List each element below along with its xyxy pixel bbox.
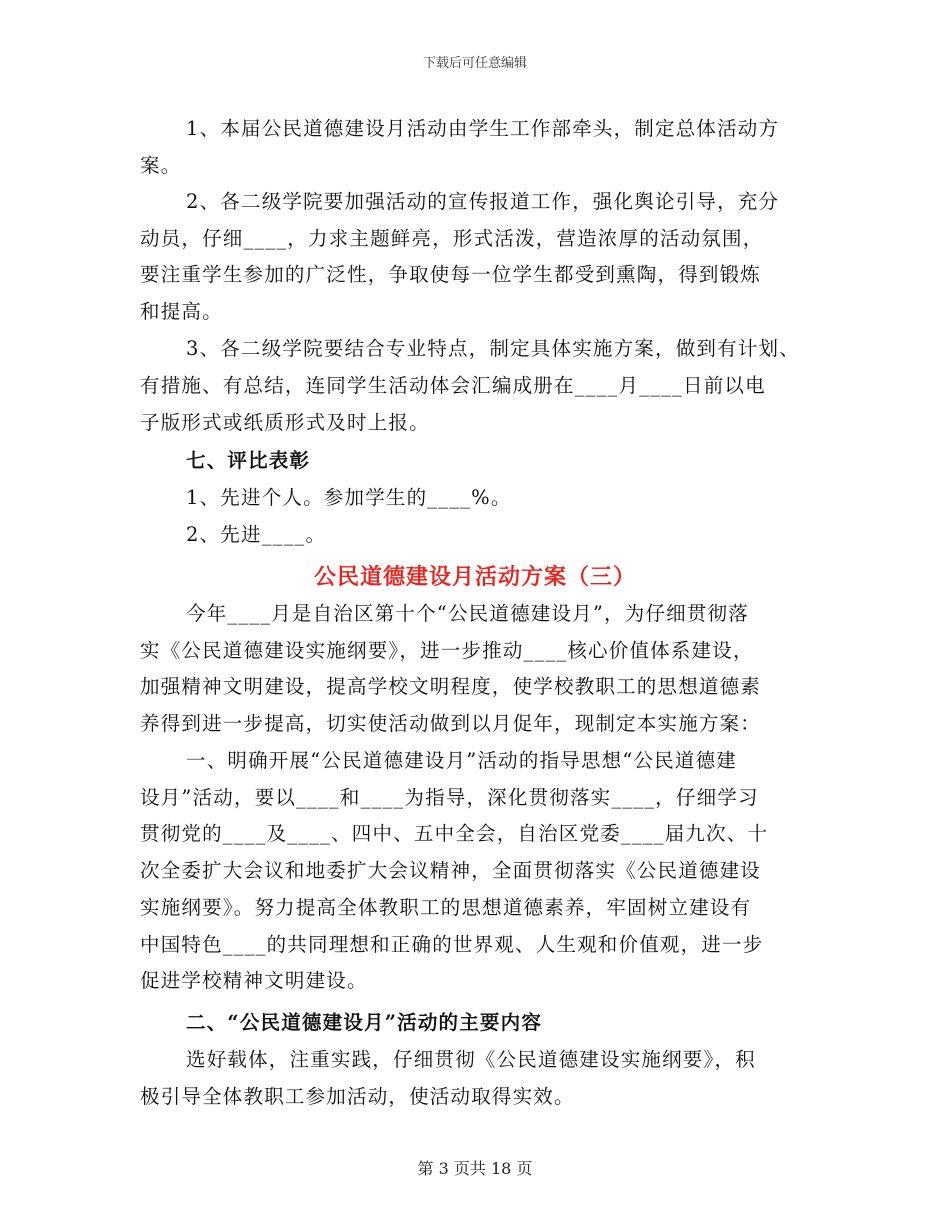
document-title: 公民道德建设月活动方案（三） [313,564,636,590]
para-line: 养得到进一步提高，切实使活动做到以月促年，现制定本实施方案： [140,712,762,735]
para-line: 加强精神文明建设，提高学校文明程度，使学校教职工的思想道德素 [140,675,762,698]
para-line: 和提高。 [140,300,223,323]
para-line: 子版形式或纸质形式及时上报。 [140,411,430,434]
para-line: 3、各二级学院要结合专业特点，制定具体实施方案，做到有计划、 [186,337,800,360]
para-line: 实《公民道德建设实施纲要》，进一步推动____核心价值体系建设， [140,639,754,662]
para-line: 有措施、有总结，连同学生活动体会汇编成册在____月____日前以电 [140,374,766,397]
para-line: 动员，仔细____，力求主题鲜亮，形式活泼，营造浓厚的活动氛围， [140,227,764,250]
page-header: 下载后可任意编辑 [422,56,527,71]
para-line: 贯彻党的____及____、四中、五中全会，自治区党委____届九次、十 [140,822,769,845]
para-line: 次全委扩大会议和地委扩大会议精神，全面贯彻落实《公民道德建设 [140,859,762,882]
para-line: 极引导全体教职工参加活动，使活动取得实效。 [140,1085,575,1108]
para-line: 选好载体，注重实践，仔细贯彻《公民道德建设实施纲要》，积 [186,1048,756,1071]
para-line: 2、先进____。 [186,523,327,546]
para-line: 1、先进个人。参加学生的____%。 [186,486,512,509]
para-line: 2、各二级学院要加强活动的宣传报道工作，强化舆论引导，充分 [186,190,780,213]
para-line: 一、明确开展“公民道德建设月”活动的指导思想“公民道德建 [186,749,738,772]
para-line: 实施纲要》。努力提高全体教职工的思想道德素养，牢固树立建设有 [140,896,752,919]
section-heading: 七、评比表彰 [186,449,311,472]
para-line: 1、本届公民道德建设月活动由学生工作部牵头，制定总体活动方 [186,117,780,140]
para-line: 今年____月是自治区第十个“公民道德建设月”，为仔细贯彻落 [186,602,749,625]
para-line: 促进学校精神文明建设。 [140,969,368,992]
para-line: 案。 [140,154,182,177]
para-line: 中国特色____的共同理想和正确的世界观、人生观和价值观，进一步 [140,933,764,956]
section-heading: 二、“公民道德建设月”活动的主要内容 [186,1011,543,1034]
para-line: 要注重学生参加的广泛性，争取使每一位学生都受到熏陶，得到锻炼 [140,263,762,286]
page-footer: 第 3 页共 18 页 [417,1159,533,1178]
para-line: 设月”活动，要以____和____为指导，深化贯彻落实____，仔细学习 [140,786,759,809]
